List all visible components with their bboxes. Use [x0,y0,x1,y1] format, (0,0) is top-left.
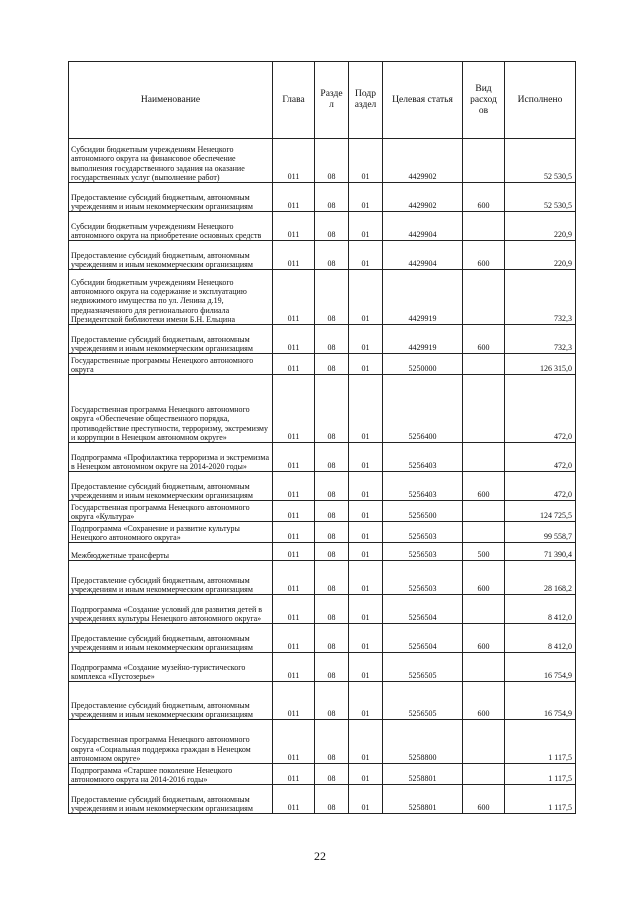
cell-subsection: 01 [349,354,383,375]
table-row [69,212,576,241]
cell-section: 08 [315,653,349,682]
cell-executed: 52 530,5 [505,139,576,183]
cell-subsection: 01 [349,443,383,472]
cell-executed: 8 412,0 [505,595,576,624]
cell-executed: 124 725,5 [505,501,576,522]
page-number: 22 [314,849,326,863]
cell-chapter: 011 [273,624,315,653]
cell-target: 4429904 [383,212,463,241]
budget-table [68,61,576,814]
cell-chapter: 011 [273,501,315,522]
cell-name: Государственная программа Ненецкого автономного округа «Социальная поддержка граждан в Ненецком автономном округе» [69,720,273,764]
table-row [69,270,576,325]
cell-section: 08 [315,472,349,501]
cell-subsection: 01 [349,375,383,443]
cell-kind: 600 [463,785,505,814]
cell-chapter: 011 [273,270,315,325]
cell-chapter: 011 [273,139,315,183]
cell-subsection: 01 [349,595,383,624]
cell-target: 5256503 [383,522,463,543]
cell-name: Подпрограмма «Профилактика терроризма и экстремизма в Ненецком автономном округе на 2014-2020 годы» [69,443,273,472]
cell-section: 08 [315,764,349,785]
cell-section: 08 [315,139,349,183]
cell-target: 5256505 [383,682,463,720]
cell-target: 5256403 [383,443,463,472]
table-row [69,354,576,375]
cell-executed: 126 315,0 [505,354,576,375]
cell-section: 08 [315,624,349,653]
cell-name: Субсидии бюджетным учреждениям Ненецкого автономного округа на финансовое обеспечение выполнения государственного задания на оказание государственных услуг (выполнение работ) [69,139,273,183]
cell-section: 08 [315,443,349,472]
cell-subsection: 01 [349,212,383,241]
table-row [69,653,576,682]
table-row [69,682,576,720]
cell-chapter: 011 [273,543,315,561]
cell-subsection: 01 [349,183,383,212]
cell-executed: 220,9 [505,212,576,241]
cell-kind: 600 [463,682,505,720]
cell-section: 08 [315,522,349,543]
cell-chapter: 011 [273,212,315,241]
cell-subsection: 01 [349,522,383,543]
cell-executed: 28 168,2 [505,561,576,595]
cell-executed: 472,0 [505,375,576,443]
cell-kind [463,764,505,785]
cell-subsection: 01 [349,653,383,682]
cell-target: 5258800 [383,720,463,764]
table-row [69,375,576,443]
cell-subsection: 01 [349,472,383,501]
header-name: Наименование [69,62,273,139]
cell-section: 08 [315,595,349,624]
cell-executed: 16 754,9 [505,653,576,682]
cell-subsection: 01 [349,785,383,814]
cell-target: 4429902 [383,139,463,183]
table-row [69,764,576,785]
cell-name: Предоставление субсидий бюджетным, автономным учреждениям и иным некоммерческим организациям [69,785,273,814]
cell-target: 5256400 [383,375,463,443]
cell-name: Субсидии бюджетным учреждениям Ненецкого автономного округа на приобретение основных средств [69,212,273,241]
cell-kind [463,354,505,375]
cell-subsection: 01 [349,241,383,270]
cell-name: Предоставление субсидий бюджетным, автономным учреждениям и иным некоммерческим организациям [69,472,273,501]
cell-subsection: 01 [349,139,383,183]
cell-section: 08 [315,325,349,354]
cell-subsection: 01 [349,720,383,764]
cell-subsection: 01 [349,624,383,653]
cell-section: 08 [315,241,349,270]
cell-section: 08 [315,354,349,375]
cell-name: Предоставление субсидий бюджетным, автономным учреждениям и иным некоммерческим организациям [69,241,273,270]
cell-executed: 732,3 [505,270,576,325]
cell-name: Субсидии бюджетным учреждениям Ненецкого автономного округа на содержание и эксплуатацию недвижимого имущества по ул. Ленина д.19, предназначенного для регионального филиала Президентской библиотеки имени Б.Н. Ельцина [69,270,273,325]
cell-subsection: 01 [349,270,383,325]
cell-target: 4429902 [383,183,463,212]
table-row [69,561,576,595]
cell-section: 08 [315,270,349,325]
cell-chapter: 011 [273,241,315,270]
cell-kind [463,270,505,325]
table-row [69,325,576,354]
cell-executed: 71 390,4 [505,543,576,561]
header-section: Разде л [315,62,349,139]
cell-subsection: 01 [349,764,383,785]
cell-name: Межбюджетные трансферты [69,543,273,561]
header-subsection: Подр аздел [349,62,383,139]
table-row [69,472,576,501]
header-target: Целевая статья [383,62,463,139]
table-body [69,139,576,814]
cell-chapter: 011 [273,682,315,720]
cell-name: Предоставление субсидий бюджетным, автономным учреждениям и иным некоммерческим организациям [69,561,273,595]
cell-target: 4429919 [383,270,463,325]
cell-kind: 600 [463,561,505,595]
cell-executed: 52 530,5 [505,183,576,212]
cell-chapter: 011 [273,720,315,764]
cell-kind [463,720,505,764]
table-row [69,720,576,764]
cell-target: 5256504 [383,595,463,624]
cell-subsection: 01 [349,561,383,595]
cell-chapter: 011 [273,653,315,682]
cell-executed: 1 117,5 [505,785,576,814]
cell-target: 4429919 [383,325,463,354]
cell-target: 5250000 [383,354,463,375]
table-row [69,595,576,624]
header-executed: Исполнено [505,62,576,139]
cell-kind [463,522,505,543]
cell-kind: 600 [463,241,505,270]
cell-target: 4429904 [383,241,463,270]
cell-kind: 600 [463,472,505,501]
cell-section: 08 [315,682,349,720]
cell-subsection: 01 [349,325,383,354]
cell-subsection: 01 [349,501,383,522]
cell-name: Подпрограмма «Старшее поколение Ненецкого автономного округа на 2014-2016 годы» [69,764,273,785]
cell-name: Государственная программа Ненецкого автономного округа «Обеспечение общественного порядка, противодействие преступности, терроризму, экстремизму и коррупции в Ненецком автономном округе» [69,375,273,443]
cell-section: 08 [315,543,349,561]
cell-name: Предоставление субсидий бюджетным, автономным учреждениям и иным некоммерческим организациям [69,183,273,212]
cell-subsection: 01 [349,682,383,720]
cell-kind [463,595,505,624]
cell-name: Государственная программа Ненецкого автономного округа «Культура» [69,501,273,522]
cell-executed: 99 558,7 [505,522,576,543]
cell-target: 5256503 [383,561,463,595]
table-row [69,183,576,212]
cell-executed: 1 117,5 [505,720,576,764]
cell-name: Подпрограмма «Создание условий для развития детей в учреждениях культуры Ненецкого автономного округа» [69,595,273,624]
cell-kind [463,443,505,472]
cell-name: Подпрограмма «Сохранение и развитие культуры Ненецкого автономного округа» [69,522,273,543]
cell-section: 08 [315,183,349,212]
table-row [69,624,576,653]
table-row [69,785,576,814]
cell-kind [463,501,505,522]
cell-chapter: 011 [273,595,315,624]
cell-name: Предоставление субсидий бюджетным, автономным учреждениям и иным некоммерческим организациям [69,624,273,653]
cell-chapter: 011 [273,472,315,501]
cell-chapter: 011 [273,561,315,595]
cell-name: Предоставление субсидий бюджетным, автономным учреждениям и иным некоммерческим организациям [69,325,273,354]
cell-chapter: 011 [273,375,315,443]
cell-section: 08 [315,501,349,522]
cell-section: 08 [315,785,349,814]
cell-target: 5258801 [383,764,463,785]
cell-name: Предоставление субсидий бюджетным, автономным учреждениям и иным некоммерческим организациям [69,682,273,720]
table-row [69,443,576,472]
cell-chapter: 011 [273,522,315,543]
cell-chapter: 011 [273,354,315,375]
cell-chapter: 011 [273,443,315,472]
cell-chapter: 011 [273,785,315,814]
cell-chapter: 011 [273,325,315,354]
cell-target: 5256505 [383,653,463,682]
cell-chapter: 011 [273,764,315,785]
cell-kind [463,375,505,443]
cell-kind [463,653,505,682]
cell-executed: 16 754,9 [505,682,576,720]
cell-section: 08 [315,375,349,443]
cell-kind: 600 [463,325,505,354]
cell-kind: 500 [463,543,505,561]
cell-kind: 600 [463,183,505,212]
cell-section: 08 [315,720,349,764]
table-header-row [69,62,576,139]
cell-section: 08 [315,561,349,595]
table-row [69,543,576,561]
cell-executed: 472,0 [505,472,576,501]
cell-executed: 8 412,0 [505,624,576,653]
cell-target: 5258801 [383,785,463,814]
cell-name: Государственные программы Ненецкого автономного округа [69,354,273,375]
cell-executed: 472,0 [505,443,576,472]
cell-subsection: 01 [349,543,383,561]
cell-chapter: 011 [273,183,315,212]
cell-target: 5256500 [383,501,463,522]
cell-kind [463,212,505,241]
cell-name: Подпрограмма «Создание музейно-туристического комплекса «Пустозерье» [69,653,273,682]
table-row [69,522,576,543]
header-kind: Вид расход ов [463,62,505,139]
cell-executed: 732,3 [505,325,576,354]
table-row [69,139,576,183]
cell-executed: 1 117,5 [505,764,576,785]
cell-kind: 600 [463,624,505,653]
cell-section: 08 [315,212,349,241]
cell-executed: 220,9 [505,241,576,270]
cell-target: 5256504 [383,624,463,653]
cell-kind [463,139,505,183]
header-chapter: Глава [273,62,315,139]
table-row [69,241,576,270]
table-row [69,501,576,522]
cell-target: 5256503 [383,543,463,561]
cell-target: 5256403 [383,472,463,501]
